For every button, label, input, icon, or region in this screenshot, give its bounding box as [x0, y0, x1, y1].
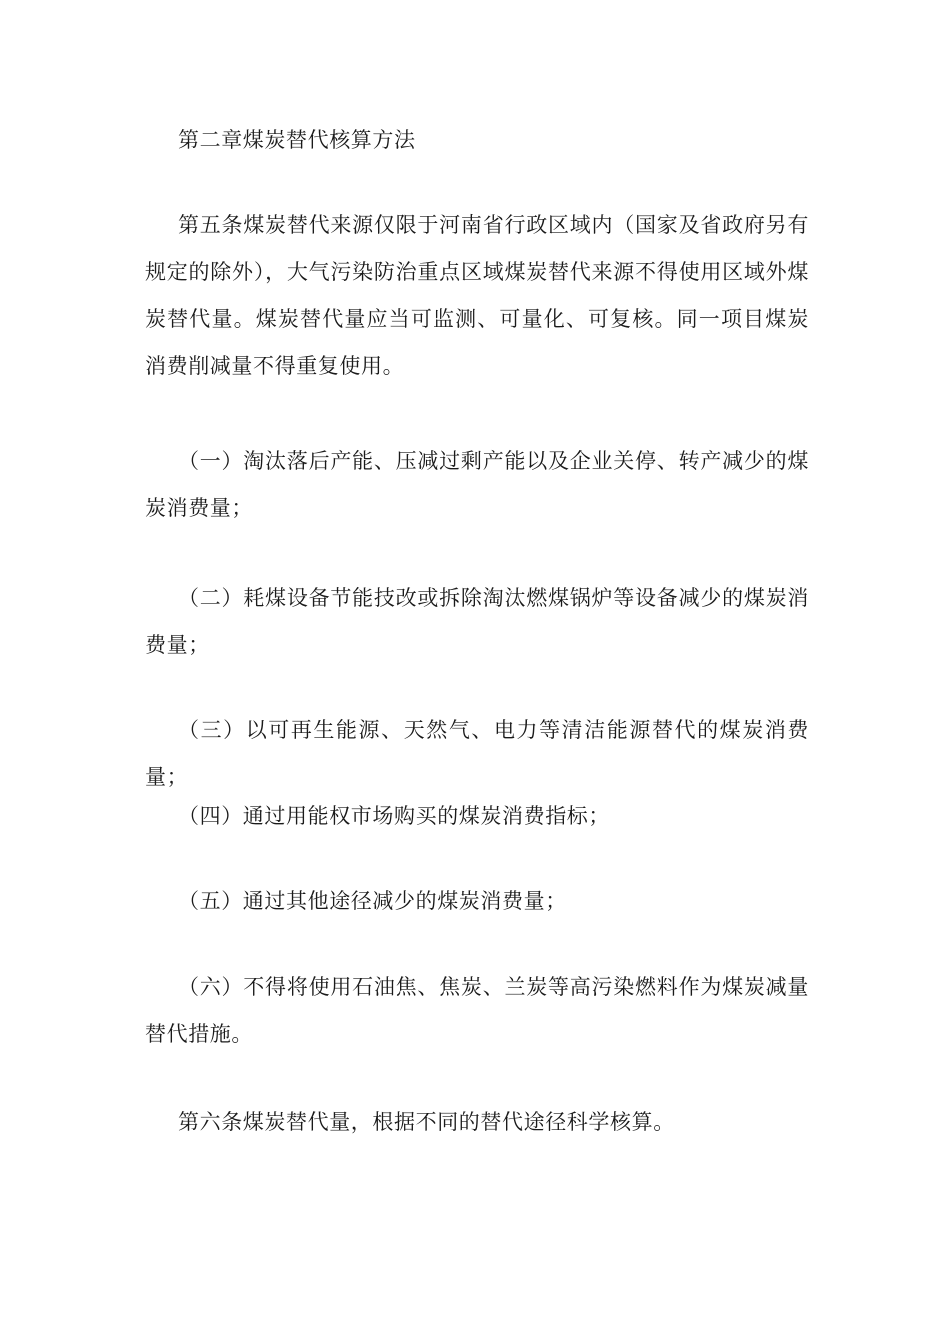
list-item-2: （二）耗煤设备节能技改或拆除淘汰燃煤锅炉等设备减少的煤炭消费量；	[145, 586, 809, 657]
chapter-heading: 第二章煤炭替代核算方法	[178, 128, 416, 152]
list-item-6: （六）不得将使用石油焦、焦炭、兰炭等高污染燃料作为煤炭减量替代措施。	[145, 975, 809, 1046]
article-5-paragraph: 第五条煤炭替代来源仅限于河南省行政区域内（国家及省政府另有规定的除外），大气污染防治重点区域煤炭替代来源不得使用区域外煤炭替代量。煤炭替代量应当可监测、可量化、可复核。同一项目煤炭消费削减量不得重复使用。	[145, 213, 809, 378]
list-item-1: （一）淘汰落后产能、压减过剩产能以及企业关停、转产减少的煤炭消费量；	[145, 449, 809, 520]
list-item-3: （三）以可再生能源、天然气、电力等清洁能源替代的煤炭消费量；	[145, 718, 809, 789]
article-6-paragraph: 第六条煤炭替代量，根据不同的替代途径科学核算。	[178, 1110, 675, 1134]
list-item-5: （五）通过其他途径减少的煤炭消费量；	[178, 889, 567, 913]
list-item-4: （四）通过用能权市场购买的煤炭消费指标；	[178, 804, 610, 828]
